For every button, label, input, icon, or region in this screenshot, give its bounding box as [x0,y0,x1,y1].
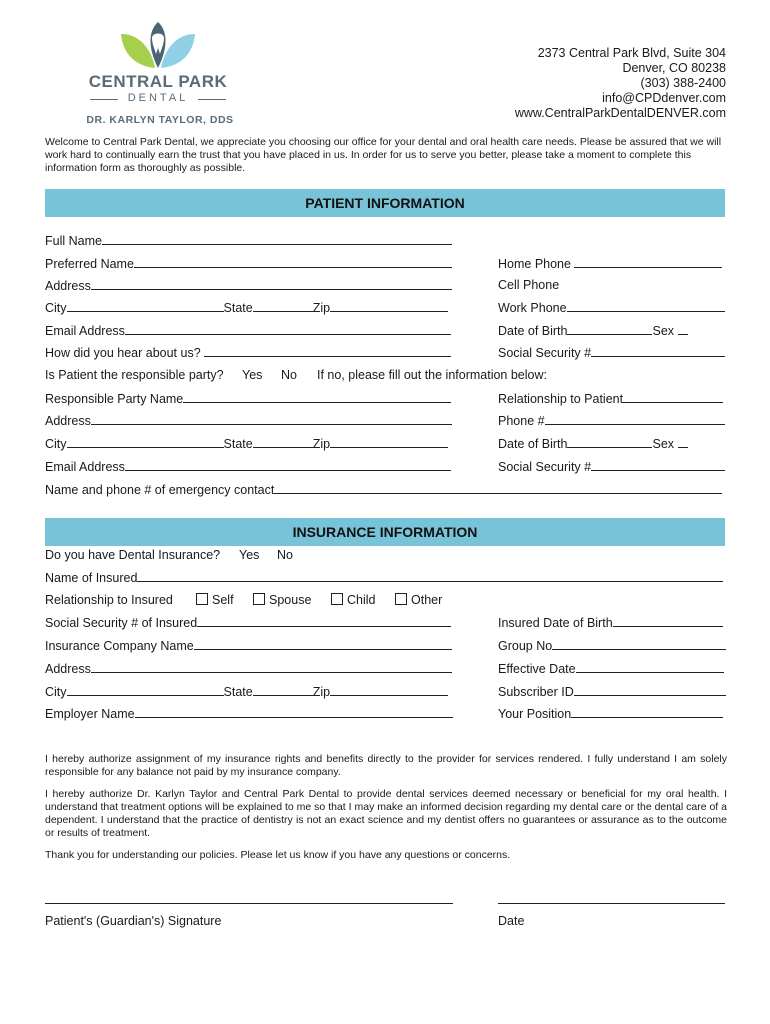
office-email[interactable]: info@CPDdenver.com [602,91,726,105]
signature-line[interactable] [45,903,453,904]
other-option[interactable] [395,593,442,607]
insured-name-label: Name of Insured [45,571,138,585]
resp-sex-field[interactable] [678,436,688,448]
resp-city-field[interactable] [67,436,224,448]
emergency-field[interactable] [274,482,722,494]
patient-section-header: PATIENT INFORMATION [45,189,725,217]
preferred-name-field[interactable] [134,256,452,268]
address-line2: Denver, CO 80238 [622,61,726,75]
resp-address-row [45,413,452,428]
date-line[interactable] [498,903,725,904]
city-field[interactable] [67,300,224,312]
zip-field[interactable] [330,300,448,312]
logo-subtitle: DENTAL [86,92,230,104]
resp-dob-label: Date of Birth [498,437,568,451]
spouse-label: Spouse [269,593,312,607]
address-row [45,278,452,293]
hear-label: How did you hear about us? [45,346,201,360]
intro-text: Welcome to Central Park Dental, we appreciate you choosing our office for your dental and oral health care needs. Please be assured that we will work hard to continually earn the trust that you have placed in us. In order for us to serve you better, please take a moment to complete this information form as thoroughly as possible. [45,136,722,174]
hear-row [45,345,451,360]
ins-address-row [45,661,452,676]
home-phone-field[interactable] [574,256,722,268]
resp-city-label: City [45,437,67,451]
city-label: City [45,301,67,315]
city-row [45,300,448,315]
resp-city-row [45,436,448,451]
effective-field[interactable] [576,661,724,673]
tooth-leaf-icon [121,20,195,70]
insured-dob-label: Insured Date of Birth [498,616,613,630]
ins-address-field[interactable] [91,661,452,673]
insured-name-row [45,570,723,585]
resp-address-field[interactable] [91,413,452,425]
employer-label: Employer Name [45,707,135,721]
company-row [45,638,452,653]
work-phone-field[interactable] [567,300,725,312]
subscriber-field[interactable] [574,684,726,696]
address-label: Address [45,279,91,293]
self-label: Self [212,593,234,607]
insurance-question: Do you have Dental Insurance? [45,548,221,562]
insured-ssn-row [45,615,451,630]
assignment-paragraph: I hereby authorize assignment of my insurance rights and benefits directly to the provider for services rendered. I fully understand I am solely responsible for any balance not paid by my insurance company. [45,753,727,778]
state-label: State [223,301,253,315]
state-field[interactable] [253,300,313,312]
preferred-name-row [45,256,452,271]
company-field[interactable] [194,638,452,650]
zip-label: Zip [312,301,331,315]
authorization-paragraph: I hereby authorize Dr. Karlyn Taylor and Central Park Dental to provide dental services deemed necessary or beneficial for my oral health. I understand that treatment options will be explained to me so that I may make an informed decision regarding my dental care or the dental care of a dependent. I understand that the practice of dentistry is not an exact science and my dentist offers no guarantees or assurance as to the outcome or results of treatment. [45,788,727,839]
dob-label: Date of Birth [498,324,568,338]
insurance-yes-option[interactable]: Yes [239,548,260,562]
resp-email-label: Email Address [45,460,125,474]
position-field[interactable] [571,706,723,718]
if-no-instruction: If no, please fill out the information below: [317,368,547,382]
email-label: Email Address [45,324,125,338]
group-label: Group No [498,639,553,653]
office-phone: (303) 388-2400 [640,76,726,90]
resp-state-label: State [223,437,253,451]
address-line1: 2373 Central Park Blvd, Suite 304 [537,46,726,60]
relationship-label: Relationship to Patient [498,392,624,406]
position-label: Your Position [498,707,572,721]
effective-label: Effective Date [498,662,576,676]
group-field[interactable] [552,638,726,650]
emergency-label: Name and phone # of emergency contact [45,483,275,497]
hear-field[interactable] [204,345,451,357]
responsible-no-option[interactable]: No [281,368,297,382]
child-option[interactable] [331,593,376,607]
company-label: Insurance Company Name [45,639,194,653]
spouse-option[interactable] [253,593,311,607]
full-name-row [45,233,452,248]
office-website[interactable]: www.CentralParkDentalDENVER.com [514,106,726,120]
ins-city-label: City [45,685,67,699]
spouse-checkbox[interactable] [253,593,265,605]
ins-state-field[interactable] [253,684,313,696]
thank-you-paragraph: Thank you for understanding our policies. Please let us know if you have any questions or concerns. [45,849,511,861]
insured-dob-row [498,615,723,630]
responsible-name-label: Responsible Party Name [45,392,184,406]
position-row [498,706,723,721]
other-label: Other [411,593,443,607]
emergency-row [45,482,722,497]
dob-field[interactable] [567,323,652,335]
child-label: Child [347,593,376,607]
responsible-question-row [45,368,224,382]
resp-zip-label: Zip [312,437,331,451]
effective-row [498,661,724,676]
date-label: Date [498,914,525,928]
resp-email-field[interactable] [125,459,451,471]
ins-zip-label: Zip [312,685,331,699]
ins-address-label: Address [45,662,91,676]
ins-zip-field[interactable] [330,684,448,696]
resp-dob-row [498,436,688,451]
resp-ssn-row [498,459,725,474]
resp-phone-field[interactable] [545,413,725,425]
other-checkbox[interactable] [395,593,407,605]
home-phone-row [498,256,722,271]
self-checkbox[interactable] [196,593,208,605]
insurance-section-header: INSURANCE INFORMATION [45,518,725,546]
insured-ssn-label: Social Security # of Insured [45,616,198,630]
preferred-name-label: Preferred Name [45,257,134,271]
full-name-label: Full Name [45,234,102,248]
cell-phone-label: Cell Phone [498,278,560,292]
ssn-label: Social Security # [498,346,592,360]
sex-label: Sex [652,324,675,338]
ssn-field[interactable] [591,345,725,357]
resp-sex-label: Sex [652,437,675,451]
logo-doctor: DR. KARLYN TAYLOR, DDS [86,114,234,126]
ins-city-field[interactable] [67,684,224,696]
resp-state-field[interactable] [253,436,313,448]
resp-email-row [45,459,451,474]
insured-name-field[interactable] [137,570,723,582]
self-option[interactable] [196,593,234,607]
full-name-field[interactable] [102,233,452,245]
responsible-name-row [45,391,451,406]
resp-ssn-field[interactable] [591,459,725,471]
responsible-question: Is Patient the responsible party? [45,368,224,382]
resp-phone-row [498,413,725,428]
relationship-insured-label: Relationship to Insured [45,593,173,607]
ins-state-label: State [223,685,253,699]
ssn-row [498,345,725,360]
responsible-yes-option[interactable]: Yes [242,368,263,382]
resp-address-label: Address [45,414,91,428]
subscriber-label: Subscriber ID [498,685,574,699]
address-field[interactable] [91,278,452,290]
relationship-row [498,391,723,406]
work-phone-label: Work Phone [498,301,567,315]
email-row [45,323,451,338]
resp-ssn-label: Social Security # [498,460,592,474]
dob-row [498,323,688,338]
signature-label: Patient's (Guardian's) Signature [45,914,222,928]
office-address [515,46,726,121]
insurance-no-option[interactable]: No [277,548,293,562]
insured-dob-field[interactable] [613,615,723,627]
logo-name: CENTRAL PARK [88,72,228,91]
insured-ssn-field[interactable] [197,615,451,627]
home-phone-label: Home Phone [498,257,571,271]
logo [86,20,234,128]
resp-zip-field[interactable] [330,436,448,448]
responsible-name-field[interactable] [183,391,451,403]
child-checkbox[interactable] [331,593,343,605]
resp-phone-label: Phone # [498,414,545,428]
ins-city-row [45,684,448,699]
relationship-field[interactable] [623,391,723,403]
subscriber-row [498,684,726,699]
cell-phone-row [498,278,559,292]
email-field[interactable] [125,323,451,335]
sex-field[interactable] [678,323,688,335]
work-phone-row [498,300,725,315]
resp-dob-field[interactable] [567,436,652,448]
employer-row [45,706,453,721]
group-row [498,638,726,653]
employer-field[interactable] [135,706,453,718]
